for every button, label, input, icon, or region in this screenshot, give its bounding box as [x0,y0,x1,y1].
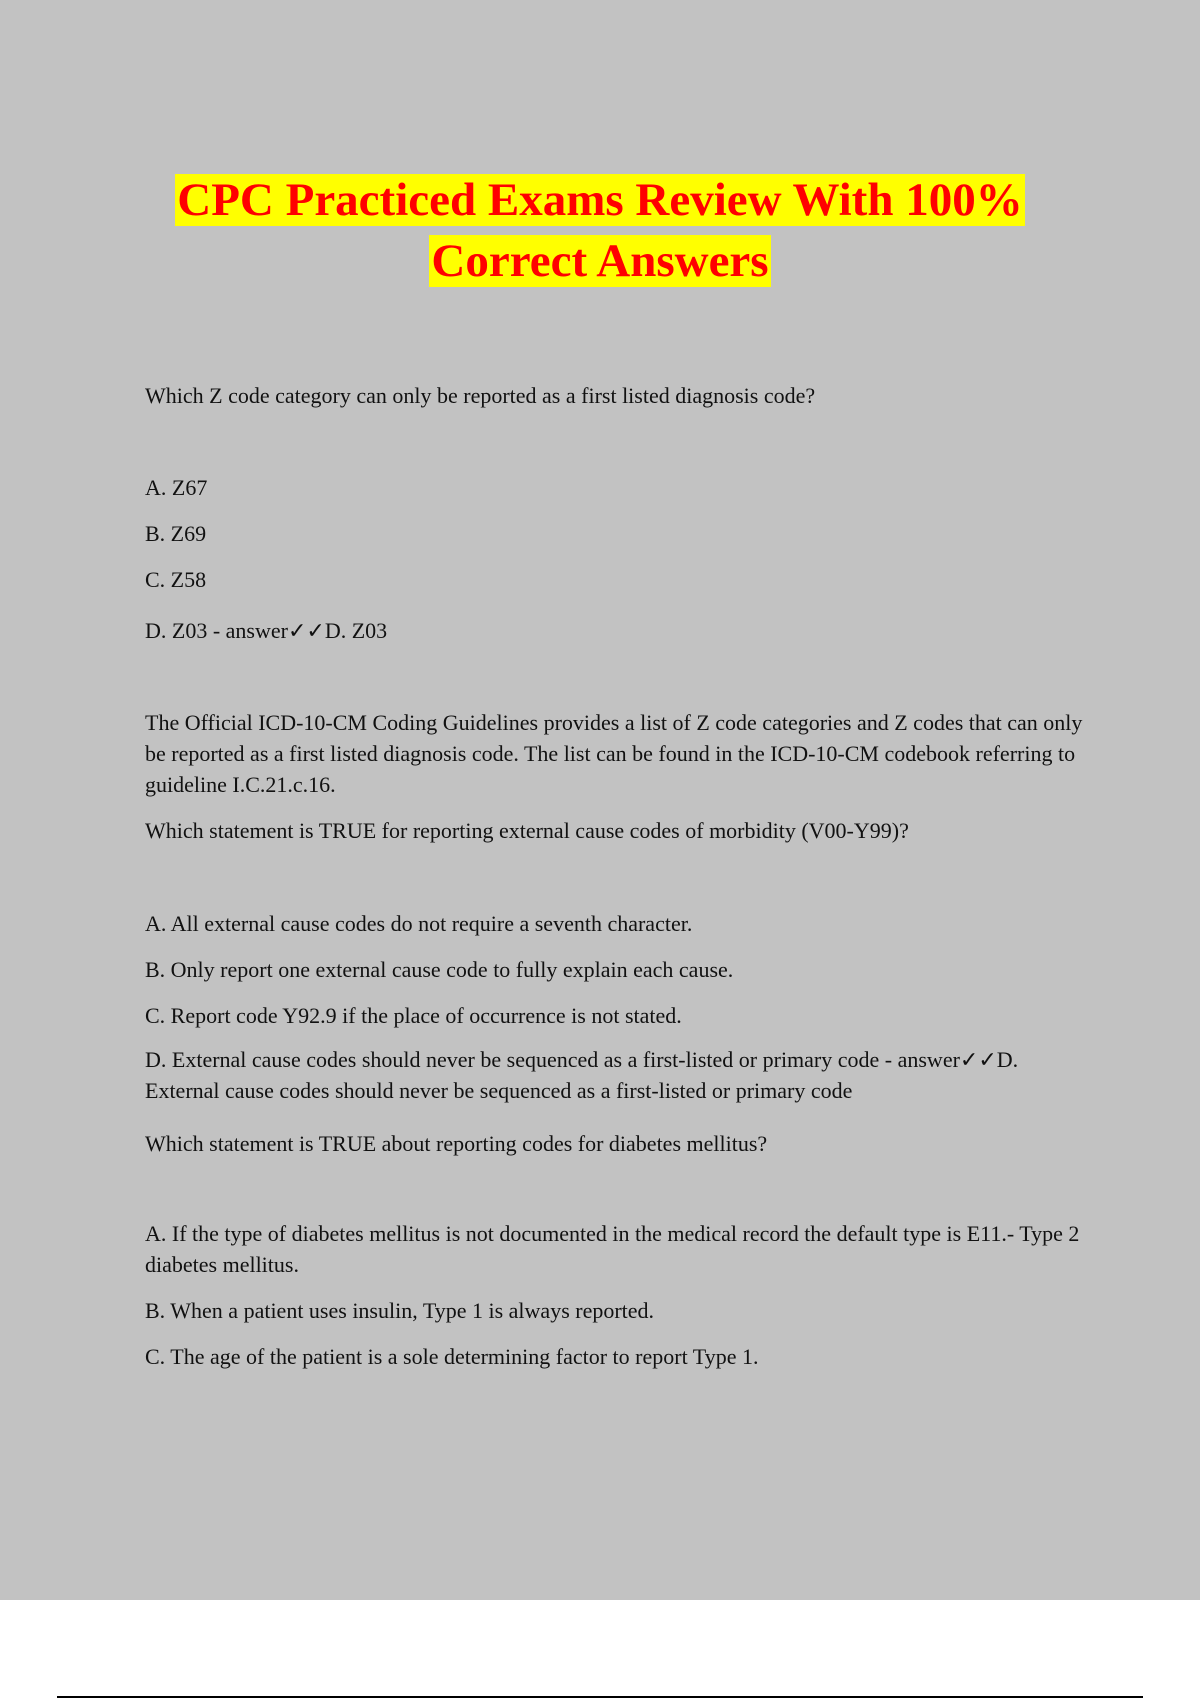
question-3-option-b: B. When a patient uses insulin, Type 1 is always reported. [145,1298,655,1323]
question-2-option-d-answer: D. External cause codes should never be sequenced as a first-listed or primary code - answer✓✓D. External cause codes should never be sequenced as a first-listed or primary code [145,1047,1019,1103]
question-2-option-b: B. Only report one external cause code to fully explain each cause. [145,957,734,982]
title-line-1: CPC Practiced Exams Review With 100% [177,174,1023,226]
question-1-option-a: A. Z67 [145,475,208,500]
question-2-option-a: A. All external cause codes do not require a seventh character. [145,911,693,936]
title-line-2: Correct Answers [431,235,769,287]
question-3-option-c: C. The age of the patient is a sole determining factor to report Type 1. [145,1344,759,1369]
document-title [100,170,1100,292]
question-2-text: Which statement is TRUE for reporting external cause codes of morbidity (V00-Y99)? [145,818,909,843]
question-1-option-b: B. Z69 [145,521,207,546]
question-3-option-a: A. If the type of diabetes mellitus is not documented in the medical record the default type is E11.- Type 2 diabetes mellitus. [145,1221,1080,1277]
question-1-explanation: The Official ICD-10-CM Coding Guidelines provides a list of Z code categories and Z codes that can only be reported as a first listed diagnosis code. The list can be found in the ICD-10-CM codebook referring to guideline I.C.21.c.16. [145,710,1083,797]
question-1-text: Which Z code category can only be reported as a first listed diagnosis code? [145,383,816,408]
question-2-option-c: C. Report code Y92.9 if the place of occurrence is not stated. [145,1003,682,1028]
footer-divider [57,1696,1143,1698]
question-1-option-c: C. Z58 [145,567,207,592]
question-3-text: Which statement is TRUE about reporting codes for diabetes mellitus? [145,1131,768,1156]
question-1-option-d-answer: D. Z03 - answer✓✓D. Z03 [145,618,388,643]
